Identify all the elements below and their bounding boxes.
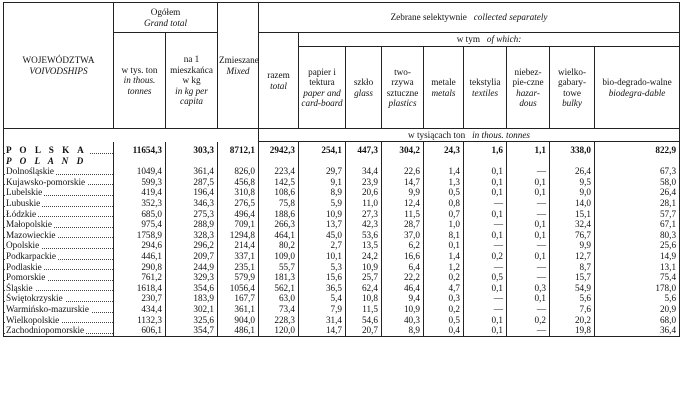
cell: 287,5: [166, 177, 218, 188]
cell: 361,1: [218, 304, 259, 315]
table-body: [4, 142, 680, 337]
cell: 36,4: [595, 325, 680, 336]
cell: 196,4: [166, 187, 218, 198]
cell: 254,1: [299, 142, 346, 156]
cell: 26,4: [595, 187, 680, 198]
cell: 14,0: [550, 198, 595, 209]
cell: 346,3: [166, 198, 218, 209]
cell: 28,7: [382, 219, 424, 230]
cell: 0,1: [464, 315, 507, 326]
cell: 456,8: [218, 177, 259, 188]
paper-header: papier i tektura paper and card-board: [299, 47, 346, 129]
table-row: [4, 177, 680, 188]
cell: 209,7: [166, 251, 218, 262]
per-capita-header: na 1 mieszkańca w kg in kg per capita: [166, 33, 218, 129]
cell: 11,0: [346, 198, 382, 209]
cell: 68,0: [595, 315, 680, 326]
voivodship-name: Mazowieckie: [4, 230, 114, 241]
cell: 11654,3: [114, 142, 166, 156]
cell: 75,8: [259, 198, 299, 209]
cell: 8,9: [382, 325, 424, 336]
cell: 31,4: [299, 315, 346, 326]
plastics-header: two-rzywa sztuczne plastics: [382, 47, 424, 129]
cell: 446,1: [114, 251, 166, 262]
units-header: w tysiącach ton in thous. tonnes: [259, 129, 680, 142]
cell: 230,7: [114, 293, 166, 304]
cell: 0,1: [507, 293, 550, 304]
table-header: [4, 3, 680, 142]
cell: 10,8: [346, 293, 382, 304]
cell: 26,4: [550, 166, 595, 177]
cell: 0,2: [424, 304, 464, 315]
cell: —: [507, 272, 550, 283]
cell: 296,2: [166, 240, 218, 251]
cell: 9,4: [382, 293, 424, 304]
cell: 23,9: [346, 177, 382, 188]
voivodship-name: Śląskie: [4, 283, 114, 294]
cell: 4,7: [424, 283, 464, 294]
glass-header: szkło glass: [346, 47, 382, 129]
cell: 214,4: [218, 240, 259, 251]
cell: 0,1: [464, 230, 507, 241]
cell: 9,5: [550, 177, 595, 188]
of-which-header: w tym of which:: [299, 33, 680, 47]
cell: 37,0: [382, 230, 424, 241]
cell: 55,7: [259, 262, 299, 273]
table-row: [4, 262, 680, 273]
cell: 32,4: [550, 219, 595, 230]
cell: 5,6: [550, 293, 595, 304]
cell: 275,3: [166, 209, 218, 220]
table-row: [4, 198, 680, 209]
cell: 5,3: [299, 262, 346, 273]
cell: 338,0: [550, 142, 595, 156]
cell: 108,6: [259, 187, 299, 198]
cell: 0,1: [464, 187, 507, 198]
cell: 25,6: [595, 240, 680, 251]
cell: 19,8: [550, 325, 595, 336]
bulky-header: wielko-gabary-towe bulky: [550, 47, 595, 129]
table-row: [4, 219, 680, 230]
cell: —: [464, 262, 507, 273]
cell: 9,9: [550, 240, 595, 251]
cell: 266,3: [259, 219, 299, 230]
cell: 10,1: [299, 251, 346, 262]
cell: 496,4: [218, 209, 259, 220]
cell: 0,7: [424, 209, 464, 220]
cell: 8,9: [299, 187, 346, 198]
mixed-header: Zmieszane Mixed: [218, 3, 259, 129]
cell: —: [507, 325, 550, 336]
voivodships-header: WOJEWÓDZTWA VOIVODSHIPS: [4, 3, 114, 129]
voivodship-name: Zachodniopomorskie: [4, 325, 114, 336]
grand-total-header: Ogółem Grand total: [114, 3, 218, 33]
cell: 1049,4: [114, 166, 166, 177]
cell: 57,7: [595, 209, 680, 220]
cell: 15,7: [550, 272, 595, 283]
cell: 120,0: [259, 325, 299, 336]
cell: 7,6: [550, 304, 595, 315]
cell: 325,6: [166, 315, 218, 326]
cell: 0,2: [464, 251, 507, 262]
cell: 0,2: [507, 315, 550, 326]
cell: 276,5: [218, 198, 259, 209]
cell: 599,3: [114, 177, 166, 188]
cell: 0,1: [507, 219, 550, 230]
cell: 16,6: [382, 251, 424, 262]
cell: 0,1: [507, 251, 550, 262]
cell: 14,7: [299, 325, 346, 336]
table-row: [4, 293, 680, 304]
cell: —: [464, 293, 507, 304]
cell: 1,2: [424, 262, 464, 273]
cell: 12,4: [382, 198, 424, 209]
cell: 8,7: [550, 262, 595, 273]
cell: 0,1: [464, 325, 507, 336]
cell: 63,0: [259, 293, 299, 304]
cell: 8712,1: [218, 142, 259, 156]
cell: —: [507, 304, 550, 315]
tonnes-header: w tys. ton in thous. tonnes: [114, 33, 166, 129]
cell: —: [507, 166, 550, 177]
cell: 761,2: [114, 272, 166, 283]
cell: —: [464, 219, 507, 230]
cell: 0,1: [464, 283, 507, 294]
total-row-label-en: P O L A N D: [4, 156, 114, 167]
cell: 8,1: [424, 230, 464, 241]
cell: 2,7: [299, 240, 346, 251]
cell: 13,7: [299, 219, 346, 230]
cell: 302,1: [166, 304, 218, 315]
cell: 6,4: [382, 262, 424, 273]
cell: 486,1: [218, 325, 259, 336]
cell: 28,1: [595, 198, 680, 209]
cell: 15,6: [299, 272, 346, 283]
cell: 36,5: [299, 283, 346, 294]
cell: 15,1: [550, 209, 595, 220]
cell: 67,3: [595, 166, 680, 177]
cell: 75,4: [595, 272, 680, 283]
voivodship-name: Wielkopolskie: [4, 315, 114, 326]
collected-separately-header: Zebrane selektywnie collected separately: [259, 3, 680, 33]
cell: 13,1: [595, 262, 680, 273]
cell: 1,6: [464, 142, 507, 156]
cell: —: [507, 262, 550, 273]
cell: 24,3: [424, 142, 464, 156]
cell: 0,1: [507, 177, 550, 188]
cell: 464,1: [259, 230, 299, 241]
cell: 0,1: [507, 230, 550, 241]
cell: 434,4: [114, 304, 166, 315]
cell: 181,3: [259, 272, 299, 283]
cell: 14,9: [595, 251, 680, 262]
cell: 6,2: [382, 240, 424, 251]
table-row: [4, 187, 680, 198]
cell: 1132,3: [114, 315, 166, 326]
cell: 0,1: [464, 166, 507, 177]
cell: 22,2: [382, 272, 424, 283]
cell: 354,7: [166, 325, 218, 336]
table-row: [4, 209, 680, 220]
voivodship-name: Opolskie: [4, 240, 114, 251]
cell: 1056,4: [218, 283, 259, 294]
cell: 0,8: [424, 198, 464, 209]
cell: 1,1: [507, 142, 550, 156]
voivodship-name: Lubuskie: [4, 198, 114, 209]
cell: 142,5: [259, 177, 299, 188]
cell: 7,9: [299, 304, 346, 315]
cell: 0,1: [464, 209, 507, 220]
cell: 337,1: [218, 251, 259, 262]
cell: 294,6: [114, 240, 166, 251]
cell: 244,9: [166, 262, 218, 273]
cell: 54,9: [550, 283, 595, 294]
cell: 188,6: [259, 209, 299, 220]
cell: 709,1: [218, 219, 259, 230]
cell: —: [464, 304, 507, 315]
table-row: [4, 251, 680, 262]
cell: —: [464, 240, 507, 251]
cell: 1,4: [424, 251, 464, 262]
cell: 46,4: [382, 283, 424, 294]
waste-table: [3, 2, 680, 337]
total-row-en: [4, 156, 680, 167]
cell: 606,1: [114, 325, 166, 336]
voivodship-name: Małopolskie: [4, 219, 114, 230]
cell: 24,2: [346, 251, 382, 262]
cell: 352,3: [114, 198, 166, 209]
cell: 685,0: [114, 209, 166, 220]
cell: 20,6: [346, 187, 382, 198]
total-row: [4, 142, 680, 156]
cell: 2942,3: [259, 142, 299, 156]
cell: 9,1: [299, 177, 346, 188]
cell: 328,3: [166, 230, 218, 241]
voivodship-name: Łódzkie: [4, 209, 114, 220]
cell: —: [507, 198, 550, 209]
cell: 9,9: [382, 187, 424, 198]
total-row-label: P O L S K A: [4, 142, 114, 156]
cell: 0,5: [424, 187, 464, 198]
cell: 76,7: [550, 230, 595, 241]
table-row: [4, 230, 680, 241]
cell: 45,0: [299, 230, 346, 241]
cell: 20,2: [550, 315, 595, 326]
cell: 5,9: [299, 198, 346, 209]
cell: 579,9: [218, 272, 259, 283]
table-row: [4, 325, 680, 336]
selective-total-header: razem total: [259, 33, 299, 129]
cell: 29,7: [299, 166, 346, 177]
cell: 223,4: [259, 166, 299, 177]
cell: 5,6: [595, 293, 680, 304]
cell: 447,3: [346, 142, 382, 156]
cell: 109,0: [259, 251, 299, 262]
cell: 62,4: [346, 283, 382, 294]
cell: 0,1: [464, 177, 507, 188]
cell: 228,3: [259, 315, 299, 326]
cell: 304,2: [382, 142, 424, 156]
cell: 5,4: [299, 293, 346, 304]
cell: 178,0: [595, 283, 680, 294]
cell: 288,9: [166, 219, 218, 230]
cell: 42,3: [346, 219, 382, 230]
cell: 0,5: [464, 272, 507, 283]
cell: —: [507, 240, 550, 251]
cell: 0,1: [424, 240, 464, 251]
cell: 235,1: [218, 262, 259, 273]
cell: 80,2: [259, 240, 299, 251]
cell: 1,3: [424, 177, 464, 188]
cell: 10,9: [299, 209, 346, 220]
table-row: [4, 315, 680, 326]
cell: 361,4: [166, 166, 218, 177]
cell: 1618,4: [114, 283, 166, 294]
table-row: [4, 166, 680, 177]
cell: 1,0: [424, 219, 464, 230]
voivodship-name: Świętokrzyskie: [4, 293, 114, 304]
textiles-header: tekstylia textiles: [464, 47, 507, 129]
cell: 0,4: [424, 325, 464, 336]
cell: 975,4: [114, 219, 166, 230]
cell: 67,1: [595, 219, 680, 230]
table-row: [4, 240, 680, 251]
cell: 11,5: [382, 209, 424, 220]
voivodship-name: Pomorskie: [4, 272, 114, 283]
cell: 12,7: [550, 251, 595, 262]
cell: 303,3: [166, 142, 218, 156]
cell: 20,9: [595, 304, 680, 315]
cell: —: [464, 198, 507, 209]
cell: 0,5: [424, 315, 464, 326]
cell: 58,0: [595, 177, 680, 188]
cell: 25,7: [346, 272, 382, 283]
cell: 9,0: [550, 187, 595, 198]
cell: 27,3: [346, 209, 382, 220]
voivodship-name: Warmińsko-mazurskie: [4, 304, 114, 315]
cell: 1294,8: [218, 230, 259, 241]
cell: 10,9: [382, 304, 424, 315]
cell: —: [507, 209, 550, 220]
cell: 183,9: [166, 293, 218, 304]
cell: 1758,9: [114, 230, 166, 241]
cell: 562,1: [259, 283, 299, 294]
cell: 1,4: [424, 166, 464, 177]
cell: 826,0: [218, 166, 259, 177]
voivodship-name: Podkarpackie: [4, 251, 114, 262]
voivodship-name: Kujawsko-pomorskie: [4, 177, 114, 188]
hazardous-header: niebez-pie-czne hazar-dous: [507, 47, 550, 129]
cell: 329,3: [166, 272, 218, 283]
cell: 20,7: [346, 325, 382, 336]
metals-header: metale metals: [424, 47, 464, 129]
cell: 34,4: [346, 166, 382, 177]
cell: 40,3: [382, 315, 424, 326]
cell: 11,5: [346, 304, 382, 315]
cell: 822,9: [595, 142, 680, 156]
cell: 290,8: [114, 262, 166, 273]
cell: 904,0: [218, 315, 259, 326]
cell: 419,4: [114, 187, 166, 198]
biodegradable-header: bio-degrado-walne biodegra-dable: [595, 47, 680, 129]
cell: 14,7: [382, 177, 424, 188]
cell: 54,6: [346, 315, 382, 326]
cell: 0,2: [424, 272, 464, 283]
cell: 167,7: [218, 293, 259, 304]
cell: 53,6: [346, 230, 382, 241]
cell: 310,8: [218, 187, 259, 198]
cell: 80,3: [595, 230, 680, 241]
table-row: [4, 283, 680, 294]
table-row: [4, 272, 680, 283]
cell: 0,3: [507, 283, 550, 294]
voivodship-name: Podlaskie: [4, 262, 114, 273]
voivodship-name: Lubelskie: [4, 187, 114, 198]
cell: 0,1: [507, 187, 550, 198]
cell: 22,6: [382, 166, 424, 177]
cell: 73,4: [259, 304, 299, 315]
cell: 10,9: [346, 262, 382, 273]
voivodship-name: Dolnośląskie: [4, 166, 114, 177]
cell: 354,6: [166, 283, 218, 294]
cell: 0,3: [424, 293, 464, 304]
cell: 13,5: [346, 240, 382, 251]
table-row: [4, 304, 680, 315]
